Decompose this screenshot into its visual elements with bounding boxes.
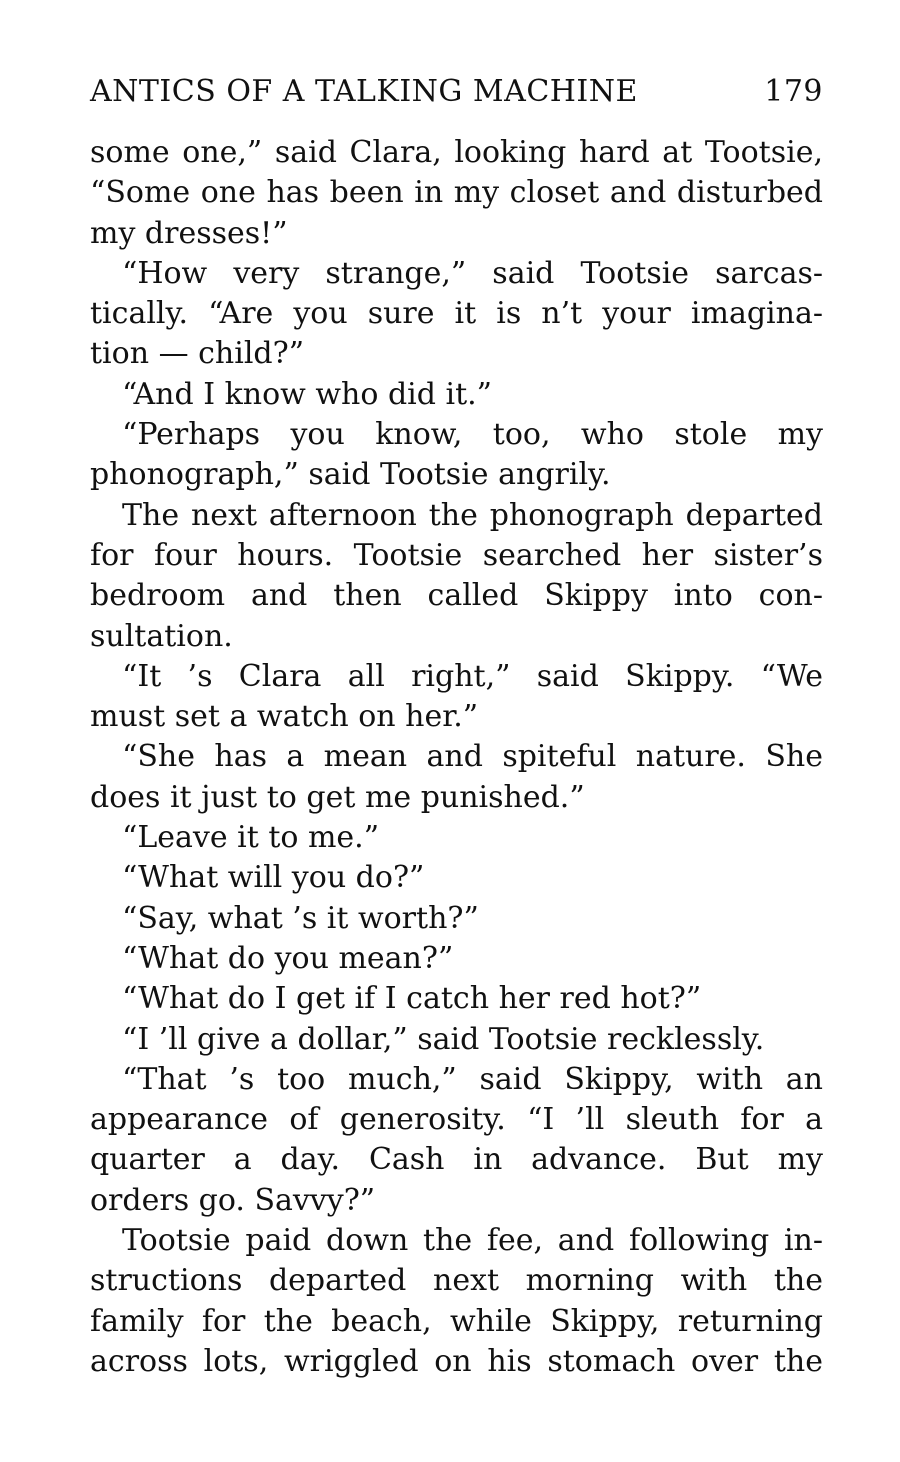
text-line: tion — child?” xyxy=(90,336,305,372)
text-line: “Perhaps you know, too, who stole my xyxy=(122,417,823,453)
text-line: must set a watch on her.” xyxy=(90,699,479,735)
text-line: “What do I get if I catch her red hot?” xyxy=(122,981,702,1017)
text-line: “It ’s Clara all right,” said Skippy. “We xyxy=(122,658,823,694)
text-line: The next afternoon the phonograph departed xyxy=(122,497,823,533)
running-head xyxy=(90,70,823,114)
text-line: “She has a mean and spiteful nature. She xyxy=(122,739,823,775)
text-line: “Leave it to me.” xyxy=(122,820,380,856)
text-line: tically. “Are you sure it is n’t your imagina- xyxy=(90,296,823,332)
text-line: phonograph,” said Tootsie angrily. xyxy=(90,457,611,493)
text-line: “Some one has been in my closet and disturbed xyxy=(90,175,823,211)
text-line: sultation. xyxy=(90,618,233,654)
text-line: “Say, what ’s it worth?” xyxy=(122,900,479,936)
text-line: family for the beach, while Skippy, returning xyxy=(90,1303,823,1339)
text-line: “I ’ll give a dollar,” said Tootsie recklessly. xyxy=(122,1021,765,1057)
text-line: my dresses!” xyxy=(90,215,288,251)
text-line: quarter a day. Cash in advance. But my xyxy=(90,1142,823,1178)
text-line: for four hours. Tootsie searched her sister’s xyxy=(90,537,823,573)
text-line: orders go. Savvy?” xyxy=(90,1182,376,1218)
text-line: appearance of generosity. “I ’ll sleuth for a xyxy=(90,1102,823,1138)
text-line: “How very strange,” said Tootsie sarcas- xyxy=(122,255,823,291)
running-title: ANTICS OF A TALKING MACHINE xyxy=(90,74,638,109)
text-line: “And I know who did it.” xyxy=(122,376,493,412)
text-line: across lots, wriggled on his stomach over the xyxy=(90,1343,823,1379)
body-text xyxy=(90,133,823,1382)
text-line: does it just to get me punished.” xyxy=(90,779,585,815)
text-line: bedroom and then called Skippy into con- xyxy=(90,578,823,614)
text-line: some one,” said Clara, looking hard at Tootsie, xyxy=(90,135,823,170)
text-line: “What will you do?” xyxy=(122,860,425,896)
text-line: “What do you mean?” xyxy=(122,940,454,976)
text-line: structions departed next morning with the xyxy=(90,1263,823,1299)
text-line: Tootsie paid down the fee, and following in- xyxy=(122,1223,823,1259)
text-line: “That ’s too much,” said Skippy, with an xyxy=(122,1061,823,1097)
page-number: 179 xyxy=(764,74,823,109)
